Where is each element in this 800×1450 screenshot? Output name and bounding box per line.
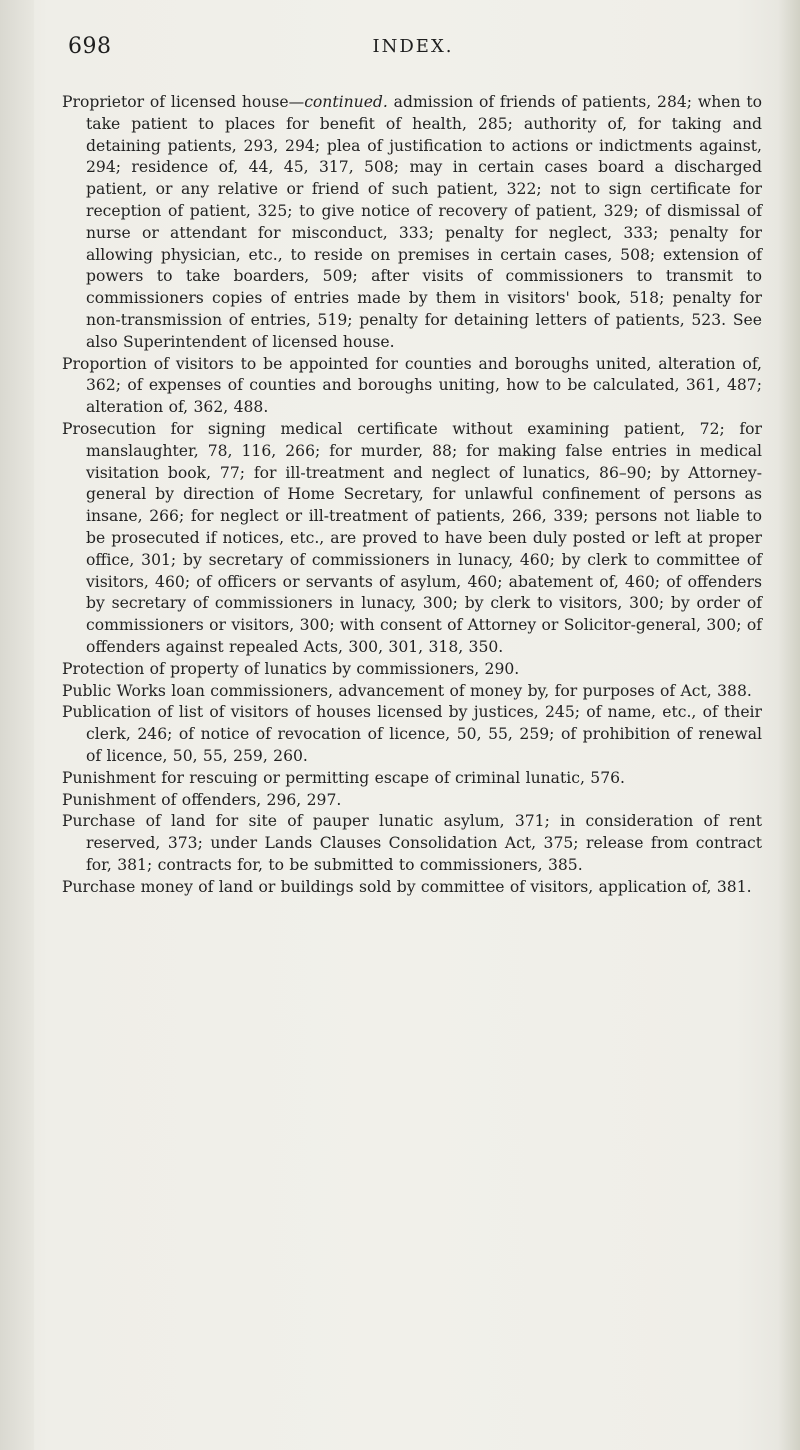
entry-text: Protection of property of lunatics by commissioners, 290. xyxy=(62,659,520,678)
entry-text: Punishment of offenders, 296, 297. xyxy=(62,790,342,809)
index-entry-protection xyxy=(62,659,762,681)
entry-text: Purchase of land for site of pauper lunatic asylum, 371; in consideration of rent reserved, 373; under Lands Clauses Consolidation Act, 375; release from contract for, 381; contracts for, to be submitted to commissioners, 385. xyxy=(62,812,762,874)
index-entry-prosecution xyxy=(62,419,762,659)
index-entry-punishment-rescuing xyxy=(62,768,762,790)
entry-text: Punishment for rescuing or permitting escape of criminal lunatic, 576. xyxy=(62,768,626,787)
index-entry-publication xyxy=(62,702,762,767)
entry-continued-label: continued. xyxy=(304,93,388,111)
page-edge-shadow xyxy=(778,0,800,1450)
running-head: INDEX. xyxy=(372,36,454,57)
entry-text: Prosecution for signing medical certificate without examining patient, 72; for manslaughter, 78, 116, 266; for murder, 88; for making false entries in medical visitation book, 77; for ill-treatment and neglect of lunatics, 86–90; by Attorney-general by direction of Home Secretary, for unlawful confinement of persons as insane, 266; for neglect or ill-treatment of patients, 266, 339; persons not liable to be prosecuted if notices, etc., are proved to have been duly posted or left at proper office, 301; by secretary of commissioners in lunacy, 460; by clerk to committee of visitors, 460; of officers or servants of asylum, 460; abatement of, 460; of offenders by secretary of commissioners in lunacy, 300; by clerk to visitors, 300; by order of commissioners or visitors, 300; with consent of Attorney or Solicitor-general, 300; of offenders against repealed Acts, 300, 301, 318, 350. xyxy=(62,419,762,656)
index-entry-punishment-offenders xyxy=(62,790,762,812)
entry-text: Publication of list of visitors of houses licensed by justices, 245; of name, etc., of their clerk, 246; of notice of revocation of licence, 50, 55, 259; of prohibition of renewal of licence, 50, 55, 259, 260. xyxy=(62,703,762,765)
entry-text: Proportion of visitors to be appointed for counties and boroughs united, alteration of, 362; of expenses of counties and boroughs uniting, how to be calculated, 361, 487; alteration of, 362, 488. xyxy=(62,354,762,417)
index-entry-purchase-land xyxy=(62,811,762,876)
entry-text: Public Works loan commissioners, advancement of money by, for purposes of Act, 388. xyxy=(62,681,752,700)
index-body xyxy=(62,92,762,898)
page-gutter xyxy=(0,0,34,1450)
page-number: 698 xyxy=(68,34,112,59)
entry-text: admission of friends of patients, 284; when to take patient to places for benefit of health, 285; authority of, for taking and detaining patients, 293, 294; plea of justification to actions or indictments against, 294; residence of, 44, 45, 317, 508; may in certain cases board a discharged patient, or any relative or friend of such patient, 322; not to sign certificate for reception of patient, 325; to give notice of recovery of patient, 329; of dismissal of nurse or attendant for misconduct, 333; penalty for neglect, 333; penalty for allowing physician, etc., to reside on premises in certain cases, 508; extension of powers to take boarders, 509; after visits of commissioners to transmit to commissioners copies of entries made by them in visitors' book, 518; penalty for non-transmission of entries, 519; penalty for detaining letters of patients, 523. See also Superintendent of licensed house. xyxy=(86,93,762,351)
index-entry-proprietor xyxy=(62,92,762,354)
entry-heading: Proprietor of licensed house— xyxy=(62,93,305,111)
page-header xyxy=(68,34,758,64)
index-entry-purchase-money xyxy=(62,877,762,899)
index-entry-proportion xyxy=(62,354,762,419)
entry-text: Purchase money of land or buildings sold by committee of visitors, application of, 381. xyxy=(62,877,752,896)
index-entry-public-works xyxy=(62,681,762,703)
